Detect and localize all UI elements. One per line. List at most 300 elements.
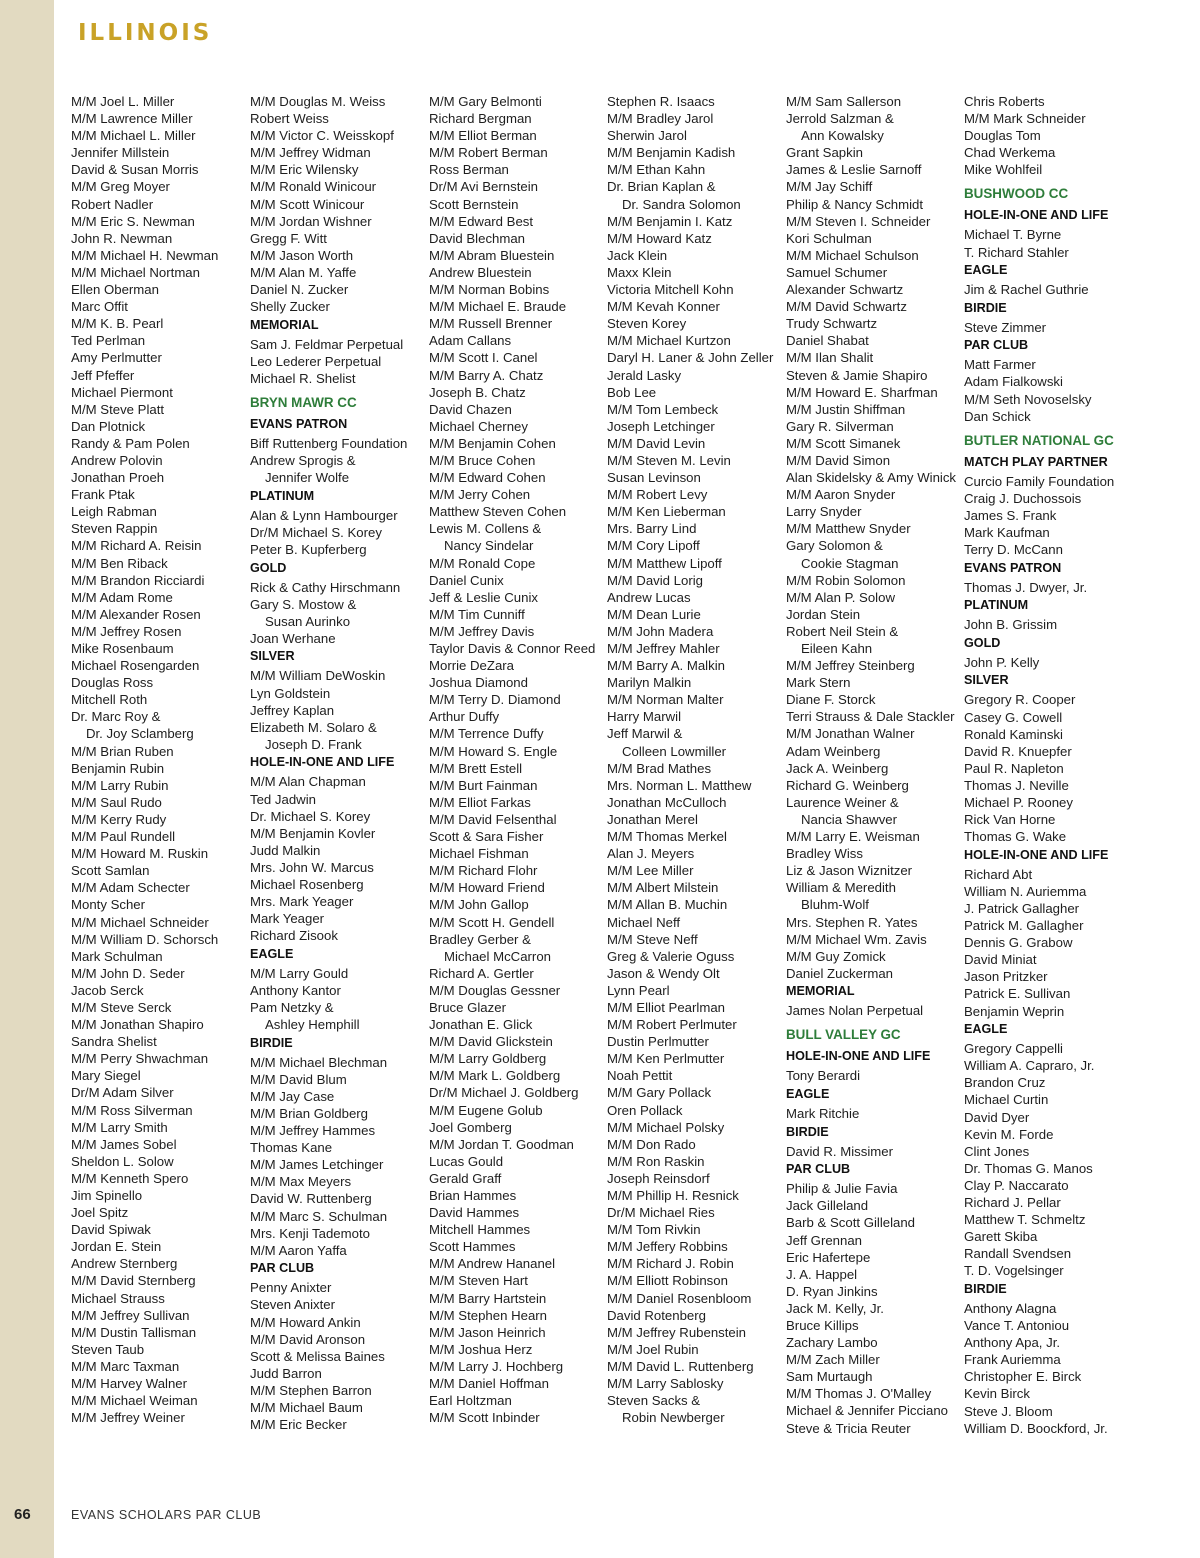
- giving-category: EAGLE: [964, 1022, 1008, 1037]
- donor-name: Jim Spinello: [71, 1188, 143, 1203]
- donor-name: M/M Michael Schneider: [71, 914, 209, 930]
- donor-name: M/M Harvey Walner: [71, 1376, 188, 1392]
- donor-name: M/M Gary Belmonti: [429, 94, 542, 109]
- donor-name: Douglas Ross: [71, 675, 154, 691]
- donor-name: M/M Cory Lipoff: [607, 538, 700, 554]
- donor-name: M/M Howard E. Sharfman: [786, 384, 938, 400]
- donor-name: Anthony Alagna: [964, 1300, 1057, 1316]
- donor-name: M/M Daniel Hoffman: [429, 1376, 549, 1392]
- donor-name: M/M Larry Sablosky: [607, 1376, 724, 1392]
- donor-name: M/M Ethan Kahn: [607, 162, 706, 178]
- donor-name: Dr/M Michael J. Goldberg: [429, 1085, 579, 1101]
- donor-name: David R. Missimer: [786, 1143, 893, 1159]
- donor-name: Ellen Oberman: [71, 282, 159, 298]
- donor-name: M/M Aaron Snyder: [786, 487, 896, 503]
- donor-name: Bradley Gerber &: [429, 931, 531, 947]
- donor-name: M/M Burt Fainman: [429, 777, 538, 793]
- state-heading: ILLINOIS: [78, 20, 213, 46]
- donor-name: M/M Eric Wilensky: [250, 162, 359, 178]
- donor-name: Scott Hammes: [429, 1239, 516, 1255]
- donor-name: M/M Gary Pollack: [607, 1085, 712, 1101]
- donor-name: Ted Perlman: [71, 333, 146, 349]
- donor-name-continued: Dr. Sandra Solomon: [622, 196, 741, 212]
- donor-name: M/M Adam Rome: [71, 589, 173, 605]
- donor-name: Sheldon L. Solow: [71, 1153, 174, 1169]
- donor-column-2: [250, 93, 426, 1433]
- donor-name: Christopher E. Birck: [964, 1369, 1082, 1385]
- donor-name: Dr. Brian Kaplan &: [607, 179, 716, 195]
- donor-name: William & Meredith: [786, 880, 896, 896]
- donor-name: Harry Marwil: [607, 709, 681, 725]
- donor-name: Mike Wohlfeil: [964, 162, 1043, 178]
- donor-column-3: [429, 93, 605, 1426]
- donor-name: Mike Rosenbaum: [71, 641, 174, 656]
- giving-category: MEMORIAL: [786, 984, 855, 999]
- donor-name: Michael Rosenberg: [250, 876, 364, 892]
- donor-name: Richard J. Pellar: [964, 1195, 1061, 1210]
- donor-name: Chris Roberts: [964, 94, 1045, 109]
- giving-category: GOLD: [964, 635, 1001, 650]
- donor-name: M/M Marc Taxman: [71, 1358, 180, 1374]
- donor-name: Andrew Bluestein: [429, 264, 532, 280]
- donor-name: Barb & Scott Gilleland: [786, 1215, 916, 1231]
- donor-name: Rick & Cathy Hirschmann: [250, 579, 401, 595]
- donor-name: Terri Strauss & Dale Stackler: [786, 709, 955, 725]
- donor-name: Clay P. Naccarato: [964, 1177, 1069, 1193]
- donor-name: M/M John D. Seder: [71, 965, 185, 981]
- donor-name: M/M David Schwartz: [786, 299, 907, 315]
- donor-name: Michael Piermont: [71, 384, 173, 400]
- donor-column-1: [71, 93, 247, 1426]
- donor-name: Daryl H. Laner & John Zeller: [607, 350, 774, 366]
- donor-name: Gary Solomon &: [786, 538, 883, 554]
- donor-name: Jeff & Leslie Cunix: [429, 589, 538, 605]
- donor-name: Joan Werhane: [250, 630, 336, 646]
- donor-name: M/M David Felsenthal: [429, 811, 557, 827]
- donor-name: M/M Brett Estell: [429, 760, 523, 776]
- donor-name: Jeff Pfeffer: [71, 367, 135, 383]
- donor-column-6: [964, 93, 1140, 1437]
- giving-category: HOLE-IN-ONE AND LIFE: [250, 755, 395, 770]
- donor-name: David R. Knuepfer: [964, 743, 1072, 759]
- donor-name: M/M Ross Silverman: [71, 1102, 193, 1118]
- donor-name: M/M John Gallop: [429, 897, 529, 913]
- donor-name: Mrs. John W. Marcus: [250, 859, 374, 875]
- donor-name: Mrs. Barry Lind: [607, 521, 697, 537]
- donor-name: Mark Stern: [786, 675, 851, 691]
- donor-name: M/M Scott Simanek: [786, 435, 901, 451]
- donor-name: Randall Svendsen: [964, 1246, 1072, 1262]
- donor-name: M/M Bruce Cohen: [429, 452, 536, 468]
- donor-name: M/M Russell Brenner: [429, 316, 553, 332]
- donor-name: M/M Howard Friend: [429, 880, 545, 896]
- donor-name: M/M Mark Schneider: [964, 111, 1086, 127]
- donor-name: Trudy Schwartz: [786, 316, 878, 332]
- donor-name: Alan J. Meyers: [607, 846, 695, 862]
- donor-name: Adam Callans: [429, 333, 512, 349]
- donor-name: M/M K. B. Pearl: [71, 316, 164, 332]
- donor-name: Zachary Lambo: [786, 1335, 878, 1351]
- donor-name: M/M James Sobel: [71, 1136, 177, 1152]
- donor-name: M/M Scott Inbinder: [429, 1410, 540, 1426]
- donor-name: M/M Michael Wm. Zavis: [786, 931, 927, 947]
- donor-name: M/M Richard J. Robin: [607, 1256, 734, 1272]
- donor-name: M/M Elliott Robinson: [607, 1273, 728, 1289]
- donor-name: Jonathan E. Glick: [429, 1017, 533, 1033]
- donor-name: M/M David Blum: [250, 1071, 347, 1087]
- donor-name: Steven & Jamie Shapiro: [786, 367, 928, 383]
- donor-name-continued: Ashley Hemphill: [265, 1017, 360, 1033]
- donor-name: Joseph Reinsdorf: [607, 1170, 710, 1186]
- donor-name: M/M Eugene Golub: [429, 1102, 543, 1118]
- donor-name: Chad Werkema: [964, 145, 1056, 161]
- giving-category: GOLD: [250, 560, 287, 575]
- donor-name: M/M Richard A. Reisin: [71, 538, 202, 554]
- donor-name: Dr. Marc Roy &: [71, 709, 161, 725]
- donor-name: Steven Korey: [607, 316, 687, 332]
- page-margin-band: [0, 0, 54, 1558]
- donor-name: Steven Anixter: [250, 1297, 336, 1313]
- donor-name: M/M Saul Rudo: [71, 794, 162, 810]
- donor-name: Greg & Valerie Oguss: [607, 948, 735, 964]
- donor-name: M/M Michael Blechman: [250, 1054, 388, 1070]
- donor-name: Vance T. Antoniou: [964, 1318, 1070, 1334]
- donor-name: M/M Mark L. Goldberg: [429, 1068, 561, 1084]
- donor-name-continued: Ann Kowalsky: [801, 128, 884, 144]
- donor-name: M/M Robin Solomon: [786, 572, 906, 588]
- donor-name: M/M Robert Berman: [429, 145, 548, 161]
- donor-name: Clint Jones: [964, 1143, 1030, 1159]
- donor-name: Adam Fialkowski: [964, 374, 1063, 390]
- donor-name-continued: Susan Aurinko: [265, 613, 351, 629]
- donor-name: Amy Perlmutter: [71, 350, 162, 366]
- donor-name: M/M Victor C. Weisskopf: [250, 128, 394, 144]
- giving-category: EVANS PATRON: [964, 560, 1062, 575]
- donor-name: Mitchell Roth: [71, 692, 148, 708]
- giving-category: PAR CLUB: [250, 1261, 315, 1276]
- donor-name: Thomas Kane: [250, 1140, 333, 1156]
- donor-name: M/M Barry A. Malkin: [607, 658, 725, 674]
- donor-name: Steve J. Bloom: [964, 1403, 1053, 1419]
- donor-name: David Dyer: [964, 1109, 1030, 1125]
- donor-name: Thomas G. Wake: [964, 829, 1067, 845]
- donor-name: M/M Jeffery Robbins: [607, 1239, 728, 1255]
- donor-name: Frank Ptak: [71, 487, 135, 503]
- donor-name: James S. Frank: [964, 507, 1057, 523]
- giving-category: BIRDIE: [786, 1124, 829, 1139]
- donor-name: M/M Jason Heinrich: [429, 1324, 546, 1340]
- donor-name: M/M Jeffrey Rubenstein: [607, 1324, 747, 1340]
- donor-name: M/M Brian Ruben: [71, 743, 174, 759]
- donor-name: M/M Michael E. Braude: [429, 299, 567, 315]
- donor-name: Joel Gomberg: [429, 1119, 512, 1135]
- donor-name: Lewis M. Collens &: [429, 521, 542, 537]
- donor-name: M/M Ilan Shalit: [786, 350, 874, 366]
- donor-name: M/M Jonathan Walner: [786, 726, 915, 742]
- donor-name: Morrie DeZara: [429, 658, 515, 674]
- donor-name: William A. Capraro, Jr.: [964, 1058, 1095, 1074]
- donor-name: Sam J. Feldmar Perpetual: [250, 336, 404, 352]
- donor-name: M/M Aaron Yaffa: [250, 1242, 347, 1258]
- donor-name: Lynn Pearl: [607, 982, 670, 998]
- donor-name: M/M Joel Rubin: [607, 1341, 699, 1357]
- donor-name: Robert Weiss: [250, 111, 329, 127]
- donor-name: Sherwin Jarol: [607, 128, 687, 144]
- donor-name-continued: Eileen Kahn: [801, 641, 873, 656]
- donor-name: Gregory R. Cooper: [964, 692, 1076, 708]
- donor-name: Daniel Zuckerman: [786, 965, 894, 981]
- donor-name: M/M Jeffrey Steinberg: [786, 658, 915, 674]
- donor-name: M/M Elliot Berman: [429, 128, 537, 144]
- donor-name: M/M Jeffrey Rosen: [71, 623, 182, 639]
- donor-name: M/M Howard Katz: [607, 230, 712, 246]
- donor-name: Alexander Schwartz: [786, 282, 904, 298]
- donor-name: Randy & Pam Polen: [71, 435, 190, 451]
- donor-name: M/M Dean Lurie: [607, 606, 701, 622]
- donor-name: D. Ryan Jinkins: [786, 1283, 878, 1299]
- donor-name: M/M John Madera: [607, 623, 714, 639]
- donor-name: Dr. Michael S. Korey: [250, 808, 371, 824]
- donor-name: Douglas Tom: [964, 128, 1041, 144]
- donor-name: David Hammes: [429, 1205, 520, 1221]
- donor-name: M/M Ken Lieberman: [607, 504, 726, 520]
- donor-name: Dennis G. Grabow: [964, 935, 1073, 951]
- donor-name: M/M Allan B. Muchin: [607, 897, 728, 913]
- donor-name: M/M Jeffrey Hammes: [250, 1123, 376, 1139]
- donor-name: Jack A. Weinberg: [786, 760, 889, 776]
- donor-name: M/M Phillip H. Resnick: [607, 1188, 739, 1203]
- donor-name: M/M David Sternberg: [71, 1273, 196, 1289]
- donor-name: Tony Berardi: [786, 1068, 861, 1084]
- donor-name: Matthew T. Schmeltz: [964, 1212, 1086, 1228]
- donor-name: M/M Paul Rundell: [71, 829, 176, 845]
- club-heading: BULL VALLEY GC: [786, 1027, 901, 1043]
- donor-name: M/M Barry A. Chatz: [429, 367, 544, 383]
- donor-name: Eric Hafertepe: [786, 1249, 871, 1265]
- club-heading: BUTLER NATIONAL GC: [964, 432, 1114, 448]
- donor-name: M/M Steven Hart: [429, 1273, 528, 1289]
- giving-category: HOLE-IN-ONE AND LIFE: [964, 847, 1109, 862]
- donor-name-continued: Jennifer Wolfe: [265, 470, 350, 486]
- donor-name: Grant Sapkin: [786, 145, 863, 161]
- donor-name: Mark Yeager: [250, 911, 325, 927]
- giving-category: HOLE-IN-ONE AND LIFE: [786, 1049, 931, 1064]
- donor-name: M/M Jeffrey Weiner: [71, 1410, 185, 1426]
- donor-name: M/M Alexander Rosen: [71, 606, 201, 622]
- donor-column-5: [786, 93, 962, 1437]
- donor-name: M/M Greg Moyer: [71, 179, 170, 195]
- donor-name: Dr/M Avi Bernstein: [429, 179, 538, 195]
- donor-name: Samuel Schumer: [786, 264, 888, 280]
- donor-name: Jeffrey Kaplan: [250, 702, 335, 718]
- donor-name: Jeff Marwil &: [607, 726, 683, 742]
- donor-name: Patrick E. Sullivan: [964, 986, 1071, 1002]
- donor-name: M/M Kenneth Spero: [71, 1170, 189, 1186]
- donor-name: M/M Jeffrey Sullivan: [71, 1307, 190, 1323]
- donor-name: M/M Jay Case: [250, 1088, 335, 1104]
- donor-name: M/M Tim Cunniff: [429, 606, 525, 622]
- donor-name: Michael P. Rooney: [964, 795, 1073, 811]
- donor-name-continued: Cookie Stagman: [801, 555, 899, 571]
- donor-name-continued: Colleen Lowmiller: [622, 743, 727, 759]
- donor-name: Leigh Rabman: [71, 504, 157, 520]
- donor-name: M/M Elliot Farkas: [429, 794, 531, 810]
- donor-name-continued: Michael McCarron: [444, 948, 551, 964]
- donor-name-continued: Nancy Sindelar: [444, 538, 534, 554]
- donor-name: M/M Edward Best: [429, 213, 534, 229]
- donor-name: M/M Brian Goldberg: [250, 1106, 368, 1121]
- donor-name: M/M Max Meyers: [250, 1174, 352, 1190]
- donor-name: M/M Jeffrey Davis: [429, 623, 535, 639]
- donor-name: M/M Larry Gould: [250, 965, 349, 981]
- donor-name: Jennifer Millstein: [71, 145, 170, 161]
- donor-name: M/M Michael Kurtzon: [607, 333, 731, 349]
- donor-name: Casey G. Cowell: [964, 709, 1063, 725]
- donor-name: David W. Ruttenberg: [250, 1191, 372, 1207]
- giving-category: PAR CLUB: [786, 1162, 851, 1177]
- donor-name: Sandra Shelist: [71, 1034, 157, 1050]
- donor-name: M/M Norman Malter: [607, 692, 724, 708]
- donor-name: M/M Jerry Cohen: [429, 487, 531, 503]
- donor-name: M/M Eric S. Newman: [71, 213, 195, 229]
- donor-name: M/M Sam Sallerson: [786, 94, 902, 109]
- donor-name: M/M Ronald Winicour: [250, 179, 377, 195]
- donor-name: M/M Michael L. Miller: [71, 128, 196, 144]
- donor-name: Craig J. Duchossois: [964, 490, 1082, 506]
- donor-name: M/M Jeffrey Widman: [250, 145, 371, 161]
- donor-name: Penny Anixter: [250, 1280, 332, 1296]
- donor-name: M/M Daniel Rosenbloom: [607, 1290, 752, 1306]
- donor-name: Maxx Klein: [607, 264, 672, 280]
- donor-name: M/M Benjamin I. Katz: [607, 213, 733, 229]
- donor-name: Pam Netzky &: [250, 1000, 334, 1016]
- donor-name: M/M Alan M. Yaffe: [250, 264, 357, 280]
- donor-name: M/M Barry Hartstein: [429, 1290, 547, 1306]
- donor-name: Marilyn Malkin: [607, 675, 692, 691]
- donor-name: Mrs. Norman L. Matthew: [607, 777, 752, 793]
- donor-name: M/M Terrence Duffy: [429, 726, 544, 742]
- donor-name: William N. Auriemma: [964, 883, 1087, 899]
- donor-name: Bradley Wiss: [786, 846, 863, 862]
- donor-name: M/M Marc S. Schulman: [250, 1208, 388, 1224]
- donor-name: M/M Kerry Rudy: [71, 811, 167, 827]
- donor-name: Andrew Polovin: [71, 452, 163, 468]
- donor-name: Rick Van Horne: [964, 812, 1056, 828]
- donor-name: Dustin Perlmutter: [607, 1034, 709, 1050]
- donor-name: M/M Tom Rivkin: [607, 1222, 701, 1238]
- donor-name: M/M Alan P. Solow: [786, 589, 895, 605]
- donor-name: M/M David Levin: [607, 435, 706, 451]
- donor-name: M/M Larry J. Hochberg: [429, 1358, 564, 1374]
- donor-name: M/M Brandon Ricciardi: [71, 572, 205, 588]
- donor-name: Jordan E. Stein: [71, 1239, 162, 1255]
- donor-name: M/M Lawrence Miller: [71, 111, 193, 127]
- donor-name: Richard A. Gertler: [429, 965, 534, 981]
- donor-name: Kevin Birck: [964, 1386, 1030, 1402]
- donor-name: Robert Neil Stein &: [786, 623, 899, 639]
- donor-name: M/M Terry D. Diamond: [429, 692, 561, 708]
- donor-name: M/M Douglas Gessner: [429, 982, 561, 998]
- donor-name: M/M David Lorig: [607, 572, 704, 588]
- donor-name: Lucas Gould: [429, 1153, 504, 1169]
- donor-name: Jason Pritzker: [964, 969, 1048, 985]
- donor-name: Dr/M Adam Silver: [71, 1085, 174, 1101]
- donor-name: Judd Malkin: [250, 842, 321, 858]
- donor-name: M/M Don Rado: [607, 1136, 696, 1152]
- donor-name: Jack Gilleland: [786, 1198, 869, 1214]
- donor-name: Michael Curtin: [964, 1092, 1049, 1108]
- donor-name: M/M Jason Worth: [250, 247, 354, 263]
- giving-category: MATCH PLAY PARTNER: [964, 454, 1108, 469]
- donor-name: Jonathan Merel: [607, 811, 698, 827]
- donor-name: Jonathan McCulloch: [607, 794, 727, 810]
- donor-name: Joel Spitz: [71, 1205, 129, 1221]
- donor-name: M/M Howard S. Engle: [429, 743, 558, 759]
- donor-name: Bruce Killips: [786, 1318, 859, 1333]
- donor-name: M/M Steven M. Levin: [607, 452, 731, 468]
- donor-name: M/M Jordan Wishner: [250, 213, 372, 229]
- donor-name: Gerald Graff: [429, 1170, 502, 1186]
- donor-name: Steven Taub: [71, 1341, 145, 1357]
- donor-name: Earl Holtzman: [429, 1393, 512, 1409]
- donor-name: M/M Edward Cohen: [429, 470, 546, 486]
- donor-name: M/M Jonathan Shapiro: [71, 1017, 204, 1033]
- donor-name: Dr. Thomas G. Manos: [964, 1160, 1093, 1176]
- donor-name: Scott Bernstein: [429, 196, 519, 212]
- donor-name: M/M Kevah Konner: [607, 299, 720, 315]
- donor-name: Arthur Duffy: [429, 709, 500, 725]
- donor-name: M/M Michael Schulson: [786, 247, 919, 263]
- donor-name: Stephen R. Isaacs: [607, 94, 715, 109]
- donor-name: Gregg F. Witt: [250, 230, 327, 246]
- donor-name: M/M Guy Zomick: [786, 948, 886, 964]
- donor-name: Joseph B. Chatz: [429, 384, 526, 400]
- donor-name: Victoria Mitchell Kohn: [607, 282, 734, 298]
- donor-name: Jeff Grennan: [786, 1232, 863, 1248]
- donor-name: M/M Jordan T. Goodman: [429, 1136, 574, 1152]
- donor-name: Larry Snyder: [786, 504, 862, 520]
- donor-name: Daniel Cunix: [429, 572, 504, 588]
- donor-name: Mrs. Kenji Tademoto: [250, 1225, 370, 1241]
- donor-name: Leo Lederer Perpetual: [250, 353, 382, 369]
- donor-name: Michael Cherney: [429, 418, 528, 434]
- donor-name: Kori Schulman: [786, 230, 872, 246]
- donor-name: Steve Zimmer: [964, 319, 1047, 335]
- donor-name: M/M Larry Rubin: [71, 777, 169, 793]
- donor-name: M/M Larry Goldberg: [429, 1051, 547, 1067]
- donor-name: Elizabeth M. Solaro &: [250, 719, 377, 735]
- donor-name: M/M Michael Baum: [250, 1400, 363, 1415]
- donor-name: Noah Pettit: [607, 1068, 673, 1084]
- donor-name: Jordan Stein: [786, 606, 861, 622]
- donor-name: Bruce Glazer: [429, 999, 506, 1015]
- donor-name: Brian Hammes: [429, 1188, 517, 1203]
- donor-name: David Chazen: [429, 401, 512, 417]
- donor-name: M/M Bradley Jarol: [607, 111, 714, 127]
- donor-name: Mrs. Stephen R. Yates: [786, 914, 918, 930]
- donor-name: Philip & Nancy Schmidt: [786, 196, 924, 212]
- donor-name: Alan & Lynn Hambourger: [250, 507, 398, 523]
- donor-name: Bob Lee: [607, 384, 657, 400]
- donor-name: Shelly Zucker: [250, 299, 330, 315]
- donor-name: M/M Douglas M. Weiss: [250, 94, 386, 109]
- donor-name: M/M David L. Ruttenberg: [607, 1358, 754, 1374]
- donor-name: Gregory Cappelli: [964, 1041, 1063, 1057]
- giving-category: EAGLE: [786, 1087, 830, 1102]
- donor-name: Mark Kaufman: [964, 525, 1050, 540]
- donor-name: M/M Scott I. Canel: [429, 350, 538, 366]
- donor-name: Andrew Sternberg: [71, 1256, 178, 1272]
